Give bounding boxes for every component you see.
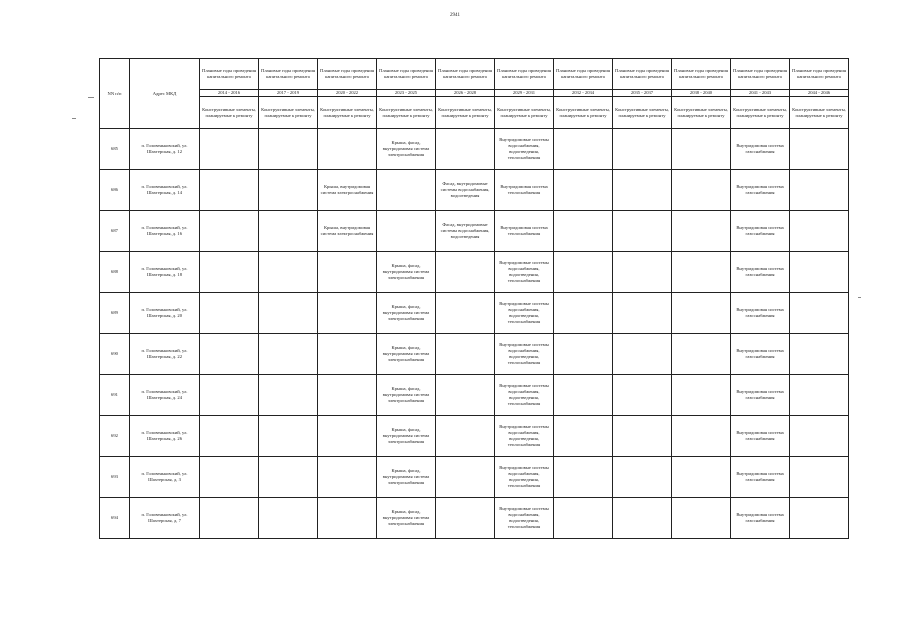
table-row: [100, 252, 849, 293]
repair-elements-cell: [672, 498, 731, 539]
repair-elements-cell: Крыша, фасад, внутридомовая система электроснабжения: [377, 498, 436, 539]
repair-elements-cell: [259, 416, 318, 457]
repair-elements-cell: [436, 129, 495, 170]
year-range-header: 2023 - 2025: [377, 90, 436, 97]
table-row: [100, 498, 849, 539]
row-number: 692: [100, 416, 130, 457]
elements-subheader: Конструктивные элементы, планируемые к ремонту: [672, 97, 731, 129]
row-number: 689: [100, 293, 130, 334]
repair-elements-cell: Крыша, фасад, внутридомовая система электроснабжения: [377, 129, 436, 170]
row-number: 686: [100, 170, 130, 211]
period-title-header: [318, 59, 377, 90]
year-range-header: 2029 - 2031: [495, 90, 554, 97]
row-number: 690: [100, 334, 130, 375]
row-address: п. Головеньковский, ул. Шахтерская, д. 3: [130, 457, 200, 498]
row-address: п. Головеньковский, ул. Шахтерская, д. 16: [130, 211, 200, 252]
repair-elements-cell: Крыша, фасад, внутридомовая система электроснабжения: [377, 416, 436, 457]
period-title-text: Плановые годы проведения капитального ремонта: [733, 68, 787, 79]
page-number: 2941: [450, 13, 460, 18]
period-title-text: Плановые годы проведения капитального ремонта: [615, 68, 669, 79]
repair-elements-cell: [200, 375, 259, 416]
period-title-text: Плановые годы проведения капитального ремонта: [497, 68, 551, 79]
repair-elements-cell: [613, 252, 672, 293]
repair-elements-cell: [672, 416, 731, 457]
repair-elements-cell: Крыша, внутридомовая система электроснабжения: [318, 170, 377, 211]
repair-elements-cell: [790, 293, 849, 334]
repair-elements-cell: [613, 375, 672, 416]
row-address: п. Головеньковский, ул. Шахтерская, д. 12: [130, 129, 200, 170]
repair-elements-cell: [377, 170, 436, 211]
period-title-text: Плановые годы проведения капитального ремонта: [379, 68, 433, 79]
repair-elements-cell: [436, 252, 495, 293]
repair-elements-cell: [790, 498, 849, 539]
period-title-text: Плановые годы проведения капитального ремонта: [556, 68, 610, 79]
repair-elements-cell: [259, 129, 318, 170]
repair-elements-cell: Фасад, внутридомовые системы водоснабжения, водоотведения: [436, 170, 495, 211]
repair-elements-cell: [554, 252, 613, 293]
period-title-text: Плановые годы проведения капитального ремонта: [320, 68, 374, 79]
period-title-header: [495, 59, 554, 90]
repair-elements-cell: [554, 293, 613, 334]
repair-elements-cell: [318, 498, 377, 539]
table-row: [100, 375, 849, 416]
repair-elements-cell: Внутридомовая система газоснабжения: [731, 416, 790, 457]
repair-elements-cell: Внутридомовая система газоснабжения: [731, 457, 790, 498]
row-number: 685: [100, 129, 130, 170]
repair-elements-cell: [436, 334, 495, 375]
repair-elements-cell: [554, 416, 613, 457]
repair-elements-cell: Внутридомовая система газоснабжения: [731, 252, 790, 293]
repair-elements-cell: Внутридомовые системы водоснабжения, водоотведения, теплоснабжения: [495, 334, 554, 375]
nn-header: NN п/п: [100, 59, 130, 129]
repair-elements-cell: [200, 170, 259, 211]
repair-elements-cell: [200, 334, 259, 375]
period-title-text: Плановые годы проведения капитального ремонта: [261, 68, 315, 79]
elements-subheader: Конструктивные элементы, планируемые к ремонту: [200, 97, 259, 129]
repair-elements-cell: [672, 334, 731, 375]
repair-elements-cell: [259, 211, 318, 252]
repair-elements-cell: [200, 129, 259, 170]
row-address: п. Головеньковский, ул. Шахтерская, д. 22: [130, 334, 200, 375]
year-range-header: 2044 - 2046: [790, 90, 849, 97]
elements-subheader: Конструктивные элементы, планируемые к ремонту: [259, 97, 318, 129]
repair-elements-cell: Крыша, фасад, внутридомовая система электроснабжения: [377, 334, 436, 375]
table-row: [100, 457, 849, 498]
repair-elements-cell: [200, 211, 259, 252]
elements-subheader: Конструктивные элементы, планируемые к ремонту: [318, 97, 377, 129]
period-title-text: Плановые годы проведения капитального ремонта: [202, 68, 256, 79]
repair-elements-cell: Внутридомовые системы водоснабжения, водоотведения, теплоснабжения: [495, 498, 554, 539]
repair-elements-cell: [613, 457, 672, 498]
table-row: [100, 293, 849, 334]
repair-elements-cell: [672, 211, 731, 252]
repair-elements-cell: [672, 129, 731, 170]
elements-subheader: Конструктивные элементы, планируемые к ремонту: [495, 97, 554, 129]
repair-elements-cell: [790, 457, 849, 498]
repair-elements-cell: Крыша, фасад, внутридомовая система электроснабжения: [377, 457, 436, 498]
repair-elements-cell: [672, 170, 731, 211]
repair-elements-cell: [554, 498, 613, 539]
repair-elements-cell: [790, 170, 849, 211]
period-title-header: [731, 59, 790, 90]
repair-elements-cell: Крыша, фасад, внутридомовая система электроснабжения: [377, 293, 436, 334]
repair-elements-cell: [259, 457, 318, 498]
repair-elements-cell: [790, 252, 849, 293]
repair-elements-cell: [613, 129, 672, 170]
elements-subheader: Конструктивные элементы, планируемые к ремонту: [613, 97, 672, 129]
repair-elements-cell: [672, 293, 731, 334]
repair-elements-cell: [790, 375, 849, 416]
repair-elements-cell: [613, 334, 672, 375]
repair-elements-cell: [259, 170, 318, 211]
repair-elements-cell: Крыша, внутридомовая система электроснабжения: [318, 211, 377, 252]
repair-elements-cell: [790, 129, 849, 170]
year-range-header: 2035 - 2037: [613, 90, 672, 97]
repair-elements-cell: [200, 252, 259, 293]
repair-elements-cell: [200, 416, 259, 457]
period-title-header: [200, 59, 259, 90]
repair-elements-cell: Фасад, внутридомовые системы водоснабжения, водоотведения: [436, 211, 495, 252]
elements-subheader: Конструктивные элементы, планируемые к ремонту: [790, 97, 849, 129]
elements-subheader: Конструктивные элементы, планируемые к ремонту: [731, 97, 790, 129]
repair-elements-cell: Внутридомовая система газоснабжения: [731, 170, 790, 211]
repair-elements-cell: [436, 457, 495, 498]
repair-elements-cell: [554, 375, 613, 416]
period-title-header: [259, 59, 318, 90]
repair-elements-cell: Внутридомовая система газоснабжения: [731, 498, 790, 539]
repair-elements-cell: [613, 416, 672, 457]
repair-elements-cell: Внутридомовые системы водоснабжения, водоотведения, теплоснабжения: [495, 129, 554, 170]
row-address: п. Головеньковский, ул. Шахтерская, д. 7: [130, 498, 200, 539]
repair-elements-cell: [554, 211, 613, 252]
row-number: 693: [100, 457, 130, 498]
repair-elements-cell: [672, 375, 731, 416]
repair-elements-cell: Внутридомовые системы водоснабжения, водоотведения, теплоснабжения: [495, 252, 554, 293]
table-row: [100, 129, 849, 170]
table-row: [100, 416, 849, 457]
scan-mark: [858, 297, 861, 298]
scan-mark: [72, 118, 76, 119]
repair-elements-cell: [259, 252, 318, 293]
repair-elements-cell: [259, 498, 318, 539]
repair-elements-cell: [200, 498, 259, 539]
repair-elements-cell: [554, 334, 613, 375]
scan-mark: [88, 97, 94, 98]
repair-elements-cell: Внутридомовая система газоснабжения: [731, 375, 790, 416]
capital-repair-table: [99, 58, 849, 539]
repair-elements-cell: [436, 375, 495, 416]
year-range-header: 2026 - 2028: [436, 90, 495, 97]
repair-elements-cell: [613, 170, 672, 211]
address-header: Адрес МКД: [130, 59, 200, 129]
repair-elements-cell: [790, 211, 849, 252]
period-title-text: Плановые годы проведения капитального ремонта: [674, 68, 728, 79]
repair-elements-cell: Внутридомовые системы водоснабжения, водоотведения, теплоснабжения: [495, 293, 554, 334]
repair-elements-cell: [436, 498, 495, 539]
period-title-header: [436, 59, 495, 90]
row-number: 691: [100, 375, 130, 416]
repair-elements-cell: [436, 293, 495, 334]
repair-elements-cell: [318, 129, 377, 170]
repair-elements-cell: [613, 293, 672, 334]
row-number: 688: [100, 252, 130, 293]
elements-subheader: Конструктивные элементы, планируемые к ремонту: [554, 97, 613, 129]
repair-elements-cell: [259, 334, 318, 375]
period-title-text: Плановые годы проведения капитального ремонта: [792, 68, 846, 79]
repair-elements-cell: [672, 252, 731, 293]
period-title-text: Плановые годы проведения капитального ремонта: [438, 68, 492, 79]
row-number: 694: [100, 498, 130, 539]
repair-elements-cell: [259, 293, 318, 334]
repair-elements-cell: Внутридомовая система газоснабжения: [731, 211, 790, 252]
repair-elements-cell: [554, 170, 613, 211]
period-title-header: [554, 59, 613, 90]
repair-elements-cell: [613, 211, 672, 252]
year-range-header: 2038 - 2040: [672, 90, 731, 97]
repair-elements-cell: Крыша, фасад, внутридомовая система электроснабжения: [377, 252, 436, 293]
repair-elements-cell: [318, 293, 377, 334]
repair-elements-cell: [790, 334, 849, 375]
repair-elements-cell: Внутридомовая система теплоснабжения: [495, 211, 554, 252]
elements-subheader: Конструктивные элементы, планируемые к ремонту: [377, 97, 436, 129]
repair-elements-cell: [318, 334, 377, 375]
row-address: п. Головеньковский, ул. Шахтерская, д. 18: [130, 252, 200, 293]
repair-elements-cell: Внутридомовая система газоснабжения: [731, 129, 790, 170]
repair-elements-cell: [200, 293, 259, 334]
year-range-header: 2032 - 2034: [554, 90, 613, 97]
table-row: [100, 334, 849, 375]
table-row: [100, 170, 849, 211]
year-range-header: 2020 - 2022: [318, 90, 377, 97]
repair-elements-cell: [436, 416, 495, 457]
repair-elements-cell: Внутридомовая система газоснабжения: [731, 334, 790, 375]
repair-elements-cell: Внутридомовые системы водоснабжения, водоотведения, теплоснабжения: [495, 457, 554, 498]
repair-elements-cell: [200, 457, 259, 498]
repair-elements-cell: Внутридомовая система теплоснабжения: [495, 170, 554, 211]
repair-elements-cell: [318, 416, 377, 457]
row-address: п. Головеньковский, ул. Шахтерская, д. 14: [130, 170, 200, 211]
row-address: п. Головеньковский, ул. Шахтерская, д. 26: [130, 416, 200, 457]
year-range-header: 2017 - 2019: [259, 90, 318, 97]
repair-elements-cell: [318, 457, 377, 498]
repair-elements-cell: Внутридомовые системы водоснабжения, водоотведения, теплоснабжения: [495, 416, 554, 457]
repair-elements-cell: Внутридомовые системы водоснабжения, водоотведения, теплоснабжения: [495, 375, 554, 416]
elements-subheader: Конструктивные элементы, планируемые к ремонту: [436, 97, 495, 129]
repair-elements-cell: [318, 252, 377, 293]
row-address: п. Головеньковский, ул. Шахтерская, д. 24: [130, 375, 200, 416]
repair-elements-cell: [672, 457, 731, 498]
row-number: 687: [100, 211, 130, 252]
repair-elements-cell: Крыша, фасад, внутридомовая система электроснабжения: [377, 375, 436, 416]
period-title-header: [613, 59, 672, 90]
repair-elements-cell: [318, 375, 377, 416]
period-title-header: [790, 59, 849, 90]
table-row: [100, 211, 849, 252]
repair-elements-cell: [613, 498, 672, 539]
repair-elements-cell: [790, 416, 849, 457]
repair-elements-cell: Внутридомовая система газоснабжения: [731, 293, 790, 334]
repair-elements-cell: [554, 129, 613, 170]
repair-elements-cell: [259, 375, 318, 416]
row-address: п. Головеньковский, ул. Шахтерская, д. 20: [130, 293, 200, 334]
period-title-header: [672, 59, 731, 90]
year-range-header: 2041 - 2043: [731, 90, 790, 97]
year-range-header: 2014 - 2016: [200, 90, 259, 97]
repair-elements-cell: [554, 457, 613, 498]
repair-elements-cell: [377, 211, 436, 252]
period-title-header: [377, 59, 436, 90]
